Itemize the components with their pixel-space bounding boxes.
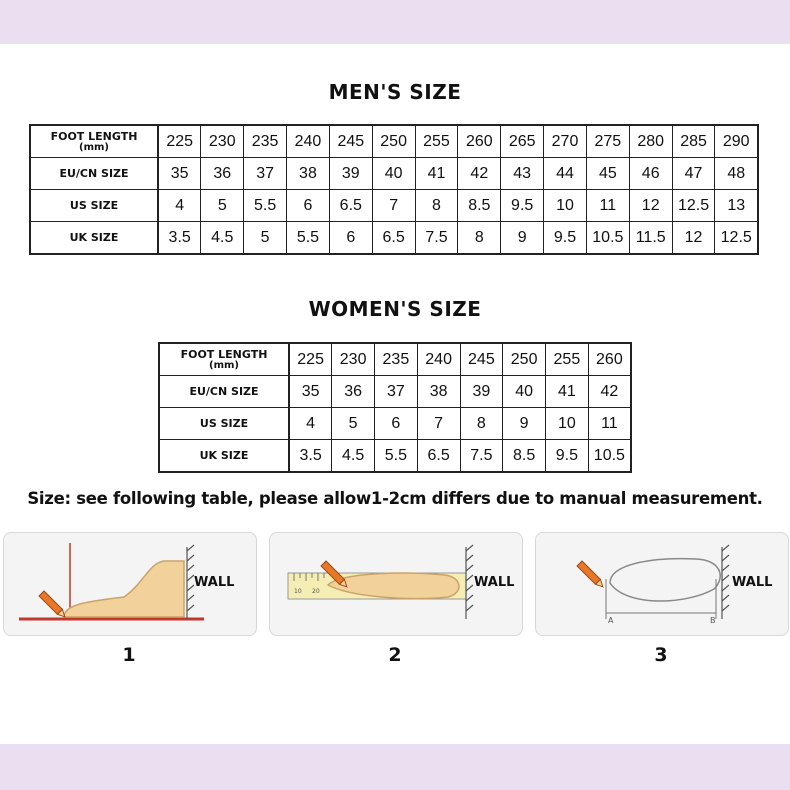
women-size-cell: 37	[375, 376, 418, 408]
women-size-cell: 10	[546, 408, 589, 440]
men-size-cell: 275	[586, 125, 629, 158]
men-size-row-header	[30, 125, 158, 158]
men-size-cell: 4.5	[201, 222, 244, 255]
wall-label-1: WALL	[194, 575, 235, 590]
men-size-cell: 5.5	[287, 222, 330, 255]
men-size-cell: 12	[672, 222, 715, 255]
men-size-cell: 285	[672, 125, 715, 158]
ruler-tick-20: 20	[312, 588, 320, 595]
row-label: FOOT LENGTH	[180, 347, 268, 361]
men-size-cell: 3.5	[158, 222, 201, 255]
men-size-cell: 7	[372, 190, 415, 222]
men-size-cell: 36	[201, 158, 244, 190]
women-size-row	[159, 376, 631, 408]
men-size-cell: 235	[244, 125, 287, 158]
men-size-cell: 4	[158, 190, 201, 222]
men-size-cell: 230	[201, 125, 244, 158]
row-label-unit: (mm)	[79, 141, 109, 153]
women-size-cell: 235	[375, 343, 418, 376]
women-size-cell: 5	[332, 408, 375, 440]
row-label: FOOT LENGTH	[50, 129, 138, 143]
men-size-cell: 12	[629, 190, 672, 222]
men-size-cell: 245	[329, 125, 372, 158]
women-size-row-header	[159, 343, 289, 376]
men-size-table	[29, 124, 759, 255]
women-size-cell: 39	[460, 376, 503, 408]
men-size-cell: 290	[715, 125, 758, 158]
row-label: UK SIZE	[199, 449, 249, 462]
men-size-cell: 9.5	[501, 190, 544, 222]
women-size-cell: 10.5	[588, 440, 631, 473]
step-2-panel	[269, 532, 523, 636]
men-size-cell: 250	[372, 125, 415, 158]
men-size-cell: 11.5	[629, 222, 672, 255]
men-size-cell: 40	[372, 158, 415, 190]
men-size-cell: 270	[544, 125, 587, 158]
men-size-cell: 255	[415, 125, 458, 158]
women-size-row	[159, 343, 631, 376]
women-size-cell: 36	[332, 376, 375, 408]
men-size-cell: 6	[287, 190, 330, 222]
wall-label-2: WALL	[474, 575, 515, 590]
men-size-row-header	[30, 222, 158, 255]
men-size-cell: 260	[458, 125, 501, 158]
wall-label-3: WALL	[732, 575, 773, 590]
women-size-cell: 11	[588, 408, 631, 440]
row-label: EU/CN SIZE	[59, 167, 129, 180]
men-size-cell: 47	[672, 158, 715, 190]
women-size-row	[159, 440, 631, 473]
women-size-cell: 40	[503, 376, 546, 408]
men-size-cell: 46	[629, 158, 672, 190]
women-size-title: WOMEN'S SIZE	[308, 297, 482, 321]
women-size-row-header	[159, 440, 289, 473]
row-label: UK SIZE	[69, 231, 119, 244]
men-size-cell: 35	[158, 158, 201, 190]
women-size-cell: 35	[289, 376, 332, 408]
men-size-row	[30, 222, 758, 255]
step-number-2: 2	[388, 644, 402, 666]
men-size-cell: 5	[244, 222, 287, 255]
men-size-cell: 10.5	[586, 222, 629, 255]
women-size-cell: 7.5	[460, 440, 503, 473]
men-size-cell: 6.5	[372, 222, 415, 255]
men-size-cell: 43	[501, 158, 544, 190]
men-size-cell: 11	[586, 190, 629, 222]
women-size-cell: 41	[546, 376, 589, 408]
step-1-panel	[3, 532, 257, 636]
women-size-cell: 4	[289, 408, 332, 440]
women-size-row-header	[159, 376, 289, 408]
men-size-title: MEN'S SIZE	[328, 80, 462, 104]
men-size-cell: 12.5	[715, 222, 758, 255]
men-size-cell: 280	[629, 125, 672, 158]
men-size-cell: 7.5	[415, 222, 458, 255]
row-label: US SIZE	[199, 417, 249, 430]
women-size-cell: 6.5	[417, 440, 460, 473]
men-size-cell: 12.5	[672, 190, 715, 222]
men-size-cell: 13	[715, 190, 758, 222]
men-size-cell: 48	[715, 158, 758, 190]
women-size-cell: 9.5	[546, 440, 589, 473]
measurement-note: Size: see following table, please allow1-2cm differs due to manual measurement.	[27, 489, 763, 508]
women-size-cell: 255	[546, 343, 589, 376]
men-size-cell: 44	[544, 158, 587, 190]
women-size-cell: 250	[503, 343, 546, 376]
women-size-cell: 240	[417, 343, 460, 376]
men-size-row	[30, 190, 758, 222]
men-size-cell: 225	[158, 125, 201, 158]
men-size-row	[30, 125, 758, 158]
women-size-cell: 7	[417, 408, 460, 440]
row-label: EU/CN SIZE	[189, 385, 259, 398]
men-size-cell: 9	[501, 222, 544, 255]
mark-a: A	[608, 616, 614, 625]
men-size-cell: 5.5	[244, 190, 287, 222]
women-size-row	[159, 408, 631, 440]
men-size-cell: 8	[458, 222, 501, 255]
step-number-3: 3	[654, 644, 668, 666]
men-size-cell: 41	[415, 158, 458, 190]
women-size-cell: 4.5	[332, 440, 375, 473]
step-number-1: 1	[122, 644, 136, 666]
row-label: US SIZE	[69, 199, 119, 212]
men-size-cell: 39	[329, 158, 372, 190]
women-size-cell: 8	[460, 408, 503, 440]
men-size-cell: 6	[329, 222, 372, 255]
women-size-cell: 9	[503, 408, 546, 440]
men-size-cell: 42	[458, 158, 501, 190]
women-size-cell: 6	[375, 408, 418, 440]
men-size-cell: 8.5	[458, 190, 501, 222]
ruler-tick-10: 10	[294, 588, 302, 595]
men-size-row-header	[30, 190, 158, 222]
women-size-cell: 42	[588, 376, 631, 408]
men-size-cell: 9.5	[544, 222, 587, 255]
women-size-table	[158, 342, 632, 473]
men-size-cell: 6.5	[329, 190, 372, 222]
men-size-cell: 5	[201, 190, 244, 222]
men-size-row	[30, 158, 758, 190]
women-size-cell: 3.5	[289, 440, 332, 473]
men-size-cell: 38	[287, 158, 330, 190]
step-3-panel	[535, 532, 789, 636]
women-size-cell: 245	[460, 343, 503, 376]
women-size-cell: 225	[289, 343, 332, 376]
women-size-cell: 8.5	[503, 440, 546, 473]
men-size-cell: 8	[415, 190, 458, 222]
row-label-unit: (mm)	[209, 359, 239, 371]
men-size-cell: 37	[244, 158, 287, 190]
women-size-cell: 5.5	[375, 440, 418, 473]
women-size-cell: 38	[417, 376, 460, 408]
women-size-cell: 260	[588, 343, 631, 376]
mark-b: B	[710, 616, 716, 625]
men-size-cell: 265	[501, 125, 544, 158]
women-size-row-header	[159, 408, 289, 440]
men-size-cell: 10	[544, 190, 587, 222]
women-size-cell: 230	[332, 343, 375, 376]
men-size-row-header	[30, 158, 158, 190]
men-size-cell: 45	[586, 158, 629, 190]
men-size-cell: 240	[287, 125, 330, 158]
